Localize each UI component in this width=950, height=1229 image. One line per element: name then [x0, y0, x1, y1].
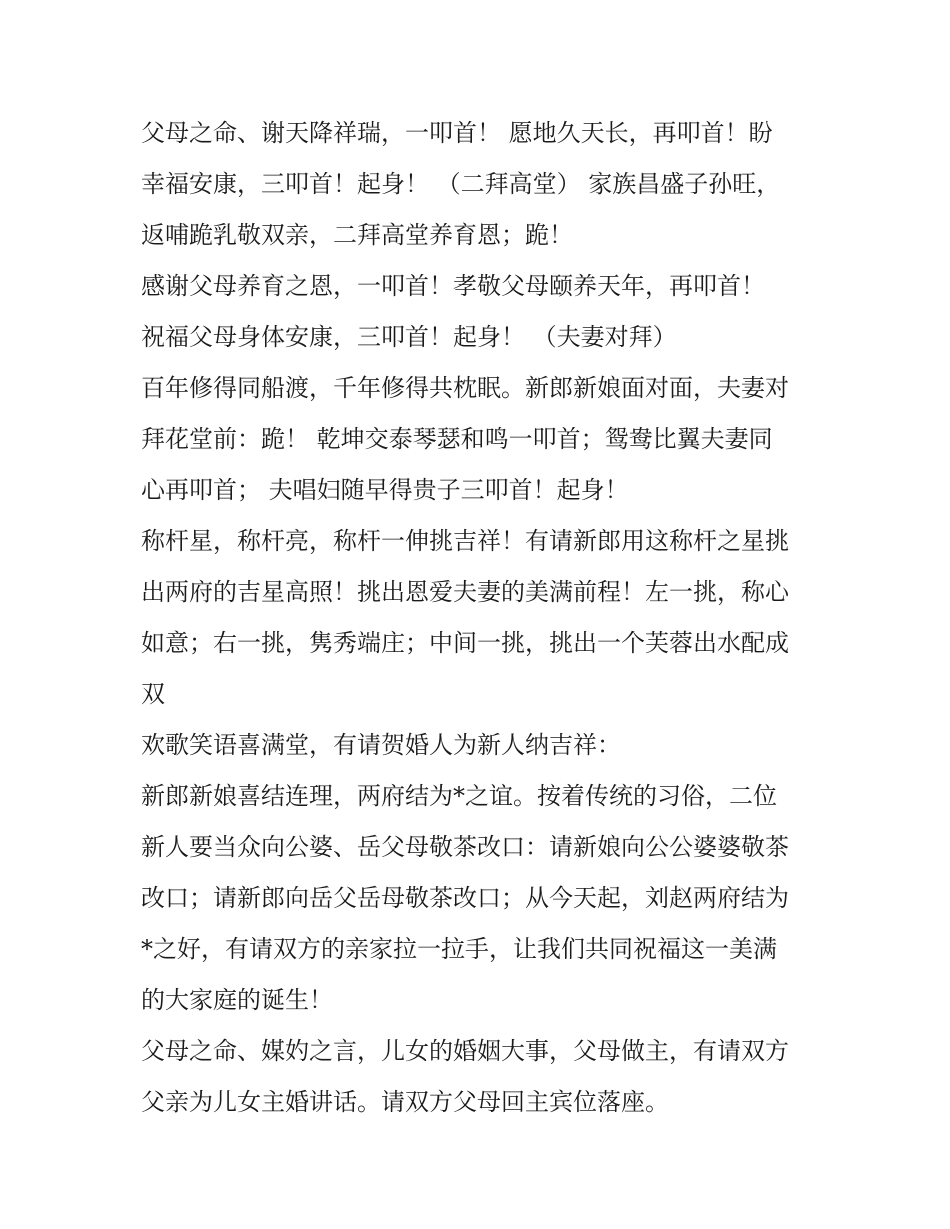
text-line: 的大家庭的诞生！	[141, 986, 333, 1014]
text-line: 新郎新娘喜结连理，两府结为*之谊。按着传统的习俗，二位	[141, 782, 777, 810]
text-line: 感谢父母养育之恩，一叩首！孝敬父母颐养天年，再叩首！	[141, 272, 765, 300]
text-line: 心再叩首； 夫唱妇随早得贵子三叩首！起身！	[141, 476, 629, 504]
text-line: 如意；右一挑，隽秀端庄；中间一挑，挑出一个芙蓉出水配成	[141, 629, 789, 657]
text-line: *之好，有请双方的亲家拉一拉手，让我们共同祝福这一美满	[141, 935, 777, 963]
text-line: 幸福安康，三叩首！起身！ （二拜高堂） 家族昌盛子孙旺，	[141, 170, 781, 198]
text-line: 新人要当众向公婆、岳父母敬茶改口：请新娘向公公婆婆敬茶	[141, 833, 789, 861]
text-line: 祝福父母身体安康，三叩首！起身！ （夫妻对拜）	[141, 323, 677, 351]
text-line: 百年修得同船渡，千年修得共枕眠。新郎新娘面对面，夫妻对	[141, 374, 789, 402]
text-line: 改口；请新郎向岳父岳母敬茶改口；从今天起，刘赵两府结为	[141, 884, 789, 912]
text-line: 父亲为儿女主婚讲话。请双方父母回主宾位落座。	[141, 1088, 669, 1116]
document-body	[141, 108, 831, 1128]
text-line: 父母之命、谢天降祥瑞，一叩首！ 愿地久天长，再叩首！盼	[141, 119, 773, 147]
text-line: 返哺跪乳敬双亲，二拜高堂养育恩；跪！	[141, 221, 573, 249]
text-line: 出两府的吉星高照！挑出恩爱夫妻的美满前程！左一挑，称心	[141, 578, 789, 606]
text-line: 称杆星，称杆亮，称杆一伸挑吉祥！有请新郎用这称杆之星挑	[141, 527, 789, 555]
text-line: 拜花堂前：跪！ 乾坤交泰琴瑟和鸣一叩首；鸳鸯比翼夫妻同	[141, 425, 773, 453]
text-line: 双	[141, 680, 165, 708]
text-line: 欢歌笑语喜满堂，有请贺婚人为新人纳吉祥：	[141, 731, 621, 759]
text-line: 父母之命、媒妁之言，儿女的婚姻大事，父母做主，有请双方	[141, 1037, 789, 1065]
